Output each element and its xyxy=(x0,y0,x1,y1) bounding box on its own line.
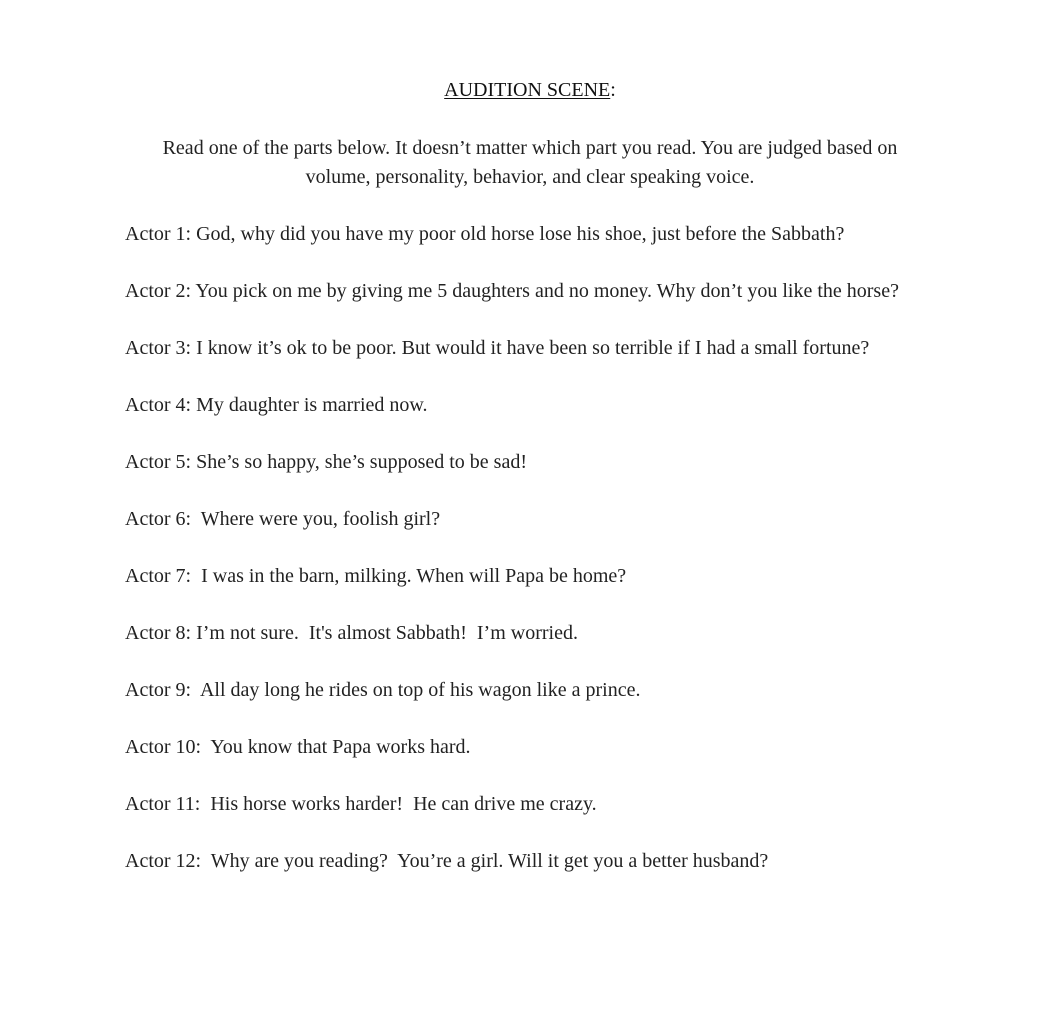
actor-lines-list xyxy=(125,221,1025,905)
title-colon: : xyxy=(610,79,616,101)
actor-line-12: Actor 12: Why are you reading? You’re a girl. Will it get you a better husband? xyxy=(125,850,769,872)
actor-line-5: Actor 5: She’s so happy, she’s supposed to be sad! xyxy=(125,451,527,473)
instructions-line-2: volume, personality, behavior, and clear speaking voice. xyxy=(305,166,755,188)
actor-line-9: Actor 9: All day long he rides on top of his wagon like a prince. xyxy=(125,679,641,701)
actor-line-7: Actor 7: I was in the barn, milking. When will Papa be home? xyxy=(125,565,627,587)
actor-line-4: Actor 4: My daughter is married now. xyxy=(125,394,428,416)
actor-line-11: Actor 11: His horse works harder! He can drive me crazy. xyxy=(125,793,597,815)
actor-line-1: Actor 1: God, why did you have my poor old horse lose his shoe, just before the Sabbath? xyxy=(125,223,845,245)
title-text: AUDITION SCENE xyxy=(444,79,611,101)
actor-line-6: Actor 6: Where were you, foolish girl? xyxy=(125,508,441,530)
page-title xyxy=(0,78,1060,102)
actor-line-3: Actor 3: I know it’s ok to be poor. But would it have been so terrible if I had a small fortune? xyxy=(125,337,870,359)
actor-line-2: Actor 2: You pick on me by giving me 5 daughters and no money. Why don’t you like the horse? xyxy=(125,280,899,302)
instructions xyxy=(120,134,940,192)
actor-line-10: Actor 10: You know that Papa works hard. xyxy=(125,736,471,758)
instructions-line-1: Read one of the parts below. It doesn’t matter which part you read. You are judged based on xyxy=(162,137,898,159)
actor-line-8: Actor 8: I’m not sure. It's almost Sabbath! I’m worried. xyxy=(125,622,578,644)
